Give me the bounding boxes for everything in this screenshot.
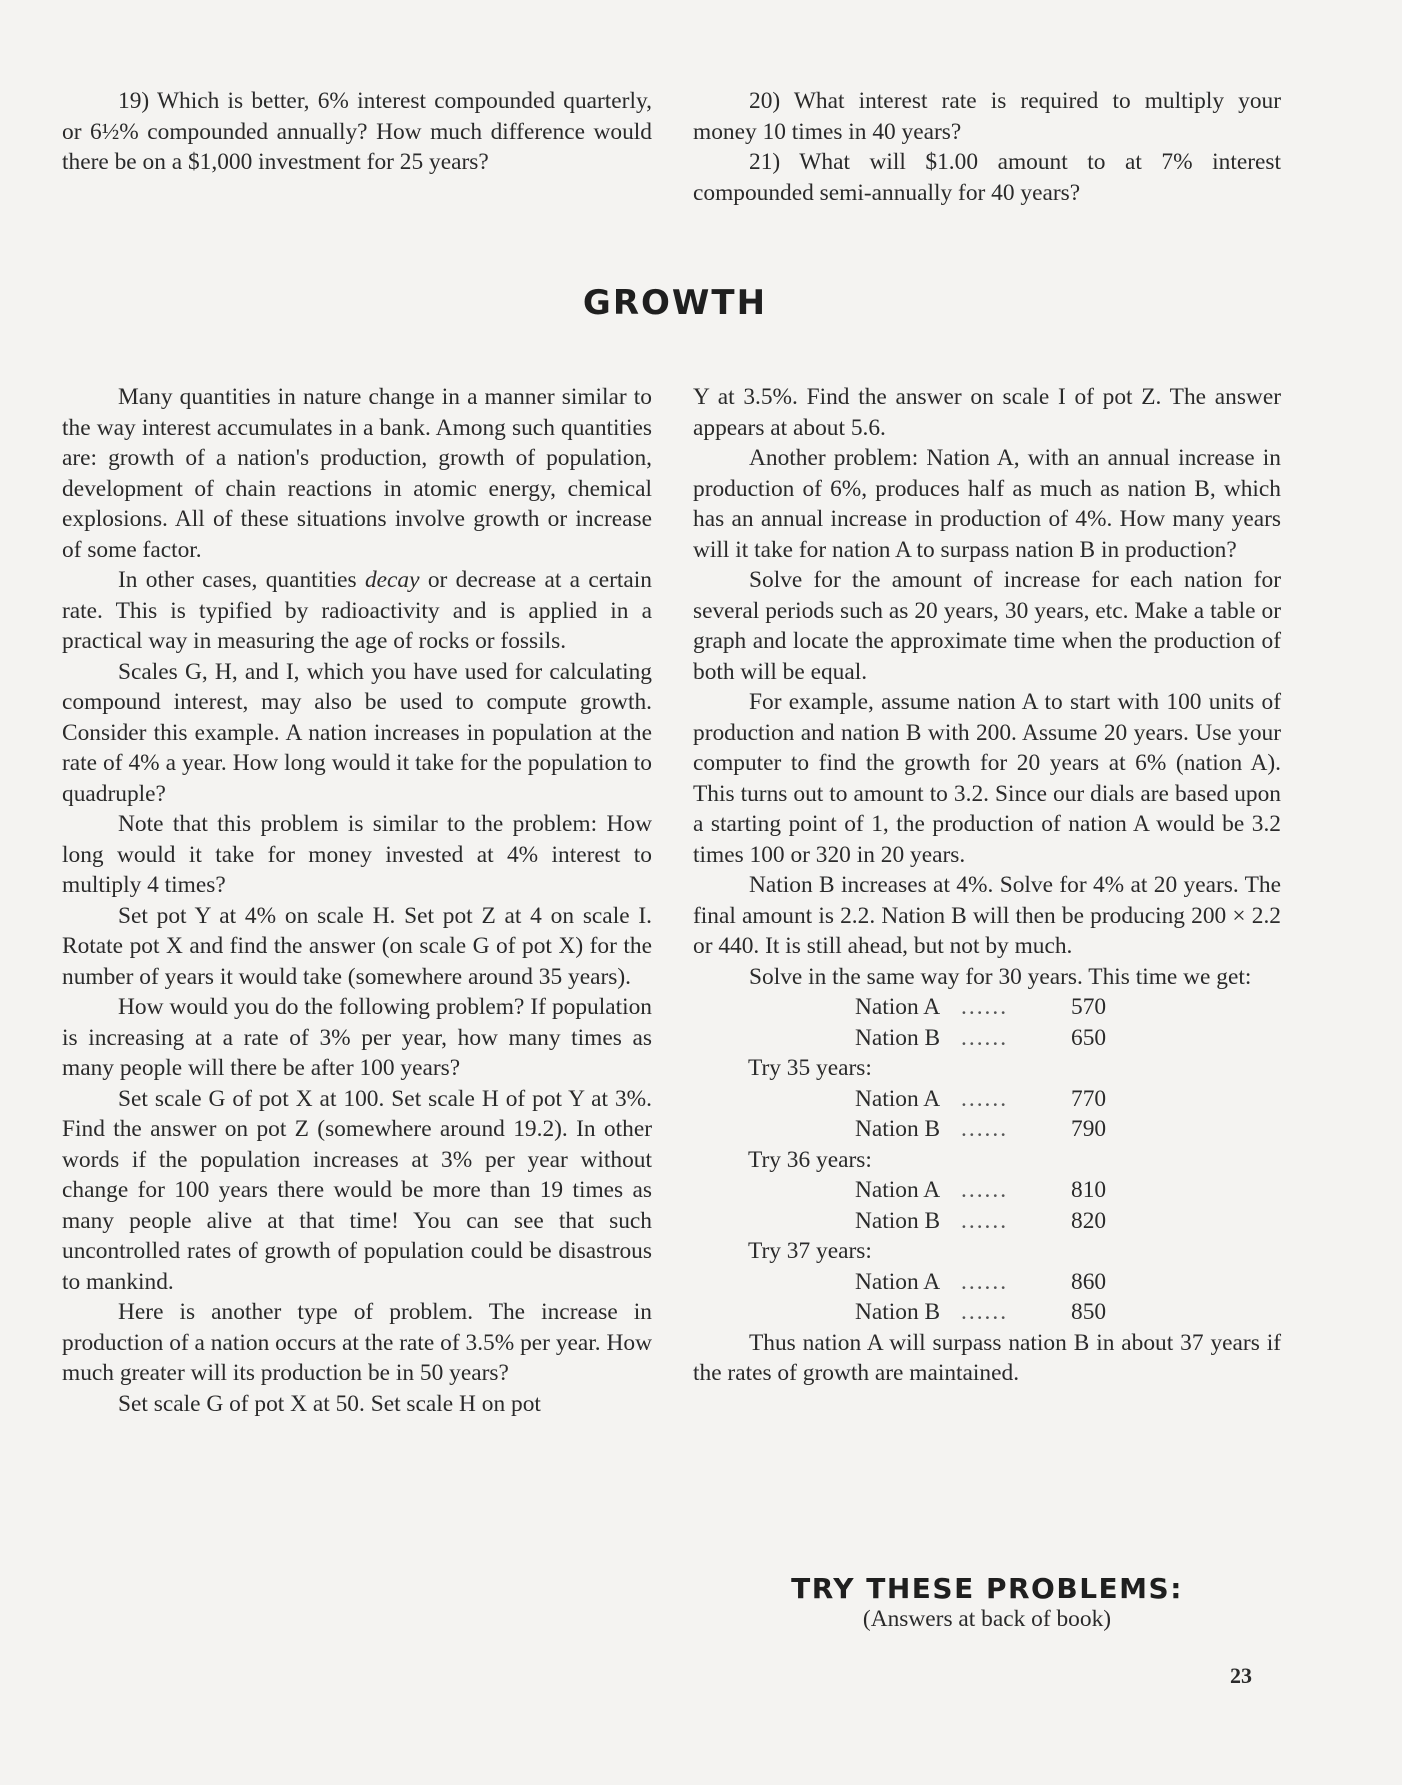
table-leader-dots: ...... (961, 1085, 1009, 1112)
table-cell-name: Nation A (855, 1085, 941, 1112)
table-cell-name: Nation A (855, 994, 941, 1020)
paragraph-text: In other cases, quantities (118, 567, 365, 593)
table-row (693, 1206, 1281, 1237)
table-cell-value: 570 (1071, 994, 1107, 1020)
table-cell-value: 790 (1071, 1116, 1107, 1142)
problems-subheading: (Answers at back of book) (862, 1606, 1112, 1632)
table-row (693, 1267, 1281, 1298)
emphasis-decay: decay (364, 567, 420, 593)
try-label: Try 37 years: (748, 1238, 872, 1264)
table-leader-dots: ...... (961, 1177, 1009, 1203)
paragraph: Solve for the amount of increase for each nation for several periods such as 20 years, 30 years, etc. Make a table or graph and locate the approximate time when the production of both will be equal. (693, 567, 1281, 685)
table-cell-value: 770 (1071, 1085, 1107, 1112)
page-number: 23 (1230, 1663, 1252, 1688)
table-cell-name: Nation B (855, 1116, 941, 1142)
table-cell-name: Nation A (855, 1268, 941, 1295)
table-cell-value: 650 (1071, 1024, 1107, 1051)
section-title: GROWTH (582, 283, 768, 323)
paragraph: For example, assume nation A to start with 100 units of production and nation B with 200. Assume 20 years. Use your computer to find the growth for 20 years at 6% (nation A). This turns out to amount to 3.2. Since our dials are based upon a starting point of 1, the production of nation A would be 3.2 times 100 or 320 in 20 years. (693, 689, 1281, 868)
paragraph: Set scale G of pot X at 100. Set scale H of pot Y at 3%. Find the answer on pot Z (somewhere around 19.2). In other words if the population increases at 3% per year without change for 100 years there would be more than 19 times as many people alive at that time! You can see that such uncontrolled rates of growth of population could be disastrous to mankind. (62, 1085, 652, 1295)
table-cell-value: 850 (1071, 1299, 1107, 1325)
paragraph: Solve in the same way for 30 years. This time we get: (749, 963, 1252, 990)
table-row (693, 1297, 1281, 1328)
paragraph: Set pot Y at 4% on scale H. Set pot Z at 4 on scale I. Rotate pot X and find the answer (on scale G of pot X) for the number of years it would take (somewhere around 35 years). (62, 902, 652, 990)
table-leader-dots: ...... (961, 994, 1009, 1020)
paragraph: Many quantities in nature change in a manner similar to the way interest accumulates in a bank. Among such quantities are: growth of a nation's production, growth of population, development of chain reactions in atomic energy, chemical explosions. All of these situations involve growth or increase of some factor. (62, 384, 652, 563)
table-leader-dots: ...... (961, 1299, 1009, 1325)
table-leader-dots: ...... (961, 1024, 1009, 1051)
left-column (62, 382, 652, 1419)
table-row (693, 1023, 1281, 1054)
try-label: Try 36 years: (748, 1146, 872, 1173)
paragraph: Another problem: Nation A, with an annual increase in production of 6%, produces half as much as nation B, which has an annual increase in production of 4%. How many years will it take for nation A to surpass nation B in production? (693, 445, 1281, 563)
paragraph: Note that this problem is similar to the problem: How long would it take for money invested at 4% interest to multiply 4 times? (62, 811, 652, 898)
table-row (693, 1175, 1281, 1206)
top-left-column (62, 86, 652, 178)
table-leader-dots: ...... (961, 1207, 1009, 1234)
paragraph: Y at 3.5%. Find the answer on scale I of pot Z. The answer appears at about 5.6. (693, 384, 1281, 441)
question-20: 20) What interest rate is required to multiply your money 10 times in 40 years? (693, 88, 1281, 145)
table-cell-name: Nation B (855, 1024, 941, 1051)
table-row (693, 1114, 1281, 1145)
question-21: 21) What will $1.00 amount to at 7% interest compounded semi-annually for 40 years? (693, 149, 1281, 206)
table-cell-value: 860 (1071, 1268, 1107, 1295)
table-cell-value: 820 (1071, 1207, 1107, 1234)
paragraph: Set scale G of pot X at 50. Set scale H on pot (118, 1390, 541, 1417)
table-row (693, 1084, 1281, 1115)
problems-heading: TRY THESE PROBLEMS: (791, 1572, 1183, 1605)
top-right-column (693, 86, 1281, 208)
table-cell-name: Nation A (855, 1177, 941, 1203)
table-row (693, 992, 1281, 1023)
paragraph: Scales G, H, and I, which you have used for calculating compound interest, may also be used to compute growth. Consider this example. A nation increases in population at the rate of 4% a year. How long would it take for the population to quadruple? (62, 658, 652, 807)
table-cell-value: 810 (1071, 1177, 1107, 1203)
table-leader-dots: ...... (961, 1116, 1009, 1142)
paragraph (62, 565, 652, 657)
table-cell-name: Nation B (855, 1207, 941, 1234)
right-column (693, 382, 1281, 1389)
table-cell-name: Nation B (855, 1299, 941, 1325)
paragraph: Here is another type of problem. The increase in production of a nation occurs at the rate of 3.5% per year. How much greater will its production be in 50 years? (62, 1299, 652, 1386)
paragraph-text: or decrease at a certain rate. This is typified by radioactivity and is applied in a practical way in measuring the age of rocks or fossils. (62, 567, 652, 654)
question-19: 19) Which is better, 6% interest compounded quarterly, or 6½% compounded annually? How much difference would there be on a $1,000 investment for 25 years? (62, 88, 652, 175)
paragraph: How would you do the following problem? If population is increasing at a rate of 3% per year, how many times as many people will there be after 100 years? (62, 994, 652, 1081)
try-label: Try 35 years: (748, 1055, 872, 1081)
paragraph: Thus nation A will surpass nation B in about 37 years if the rates of growth are maintained. (693, 1329, 1281, 1386)
paragraph: Nation B increases at 4%. Solve for 4% at 20 years. The final amount is 2.2. Nation B will then be producing 200 × 2.2 or 440. It is still ahead, but not by much. (693, 872, 1281, 959)
table-leader-dots: ...... (961, 1268, 1009, 1295)
